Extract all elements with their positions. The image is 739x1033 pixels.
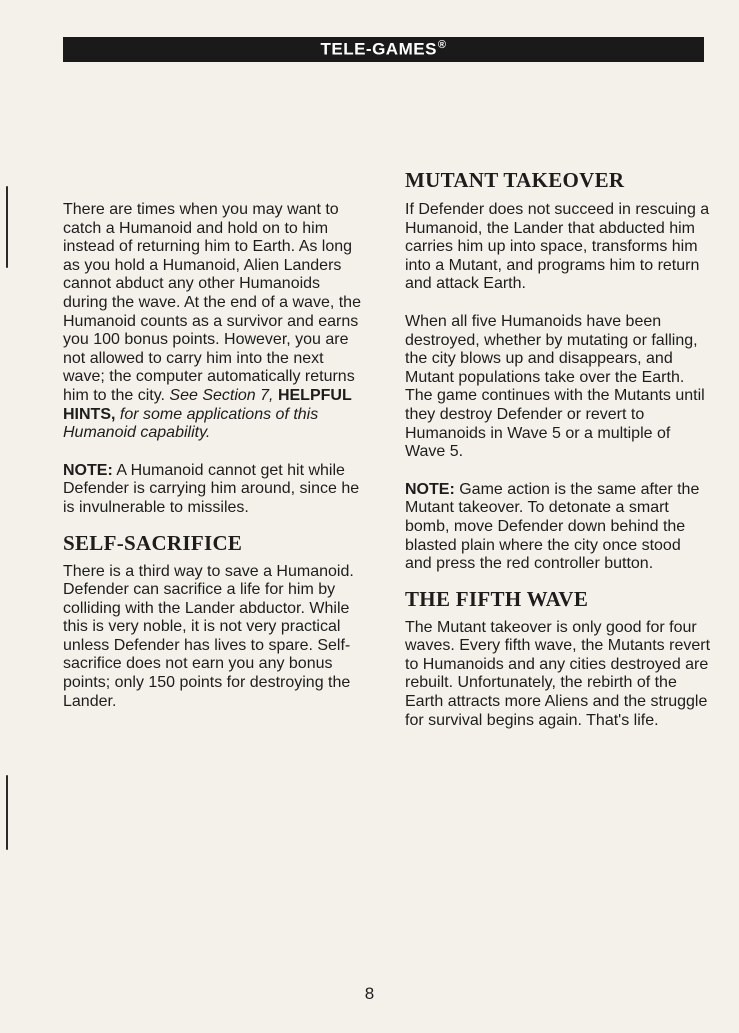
right-column bbox=[405, 168, 710, 730]
page-number: 8 bbox=[364, 984, 375, 1003]
note-paragraph-right bbox=[405, 481, 710, 574]
paragraph-self-sacrifice: There is a third way to save a Humanoid. Defender can sacrifice a life for him by colliding with the Lander abductor. While this is very noble, it is not very practical unless Defender has lives to spare. Self-sacrifice does not earn you any bonus points; only 150 points for destroying the Lander. bbox=[63, 562, 354, 710]
note-label: NOTE: bbox=[405, 480, 455, 498]
paragraph-fifth-wave: The Mutant takeover is only good for four waves. Every fifth wave, the Mutants revert to Humanoids and any cities destroyed are rebuilt. Unfortunately, the rebirth of the Earth attracts more Aliens and the struggle for survival begins again. That's life. bbox=[405, 618, 711, 729]
registered-mark: ® bbox=[437, 39, 447, 52]
left-column bbox=[63, 201, 368, 711]
see-section-ref: See Section 7, bbox=[169, 386, 274, 404]
section-title-mutant-takeover: MUTANT TAKEOVER bbox=[405, 168, 625, 192]
header-bar bbox=[63, 37, 704, 62]
paragraph-humanoids-destroyed: When all five Humanoids have been destroyed, whether by mutating or falling, the city blows up and disappears, and Mutant populations take over the Earth. The game continues with the Mutants until they destroy Defender or revert to Humanoids in Wave 5 or a multiple of Wave 5. bbox=[405, 312, 705, 461]
note-label: NOTE: bbox=[63, 461, 113, 479]
header-title bbox=[320, 39, 446, 60]
applications-text: for some applications of this Humanoid capability. bbox=[63, 405, 319, 442]
binder-mark-bottom bbox=[6, 775, 8, 850]
header-title-text: TELE-GAMES bbox=[320, 39, 437, 59]
note-text: A Humanoid cannot get hit while Defender is carrying him around, since he is invulnerable to missiles. bbox=[63, 461, 360, 516]
helpful-hints-ref: HELPFUL HINTS, bbox=[63, 386, 352, 423]
note-paragraph-left bbox=[63, 462, 368, 518]
section-title-fifth-wave: THE FIFTH WAVE bbox=[405, 586, 589, 611]
section-title-self-sacrifice: SELF-SACRIFICE bbox=[63, 530, 243, 555]
note-text: Game action is the same after the Mutant takeover. To detonate a smart bomb, move Defender down behind the blasted plain where the city once stood and press the red controller button. bbox=[405, 480, 700, 573]
binder-mark-top bbox=[6, 186, 8, 268]
paragraph-holding-humanoid bbox=[63, 201, 368, 443]
paragraph-text: There are times when you may want to catch a Humanoid and hold on to him instead of returning him to Earth. As long as you hold a Humanoid, Alien Landers cannot abduct any other Humanoids during the wave. At the end of a wave, the Humanoid counts as a survivor and earns you 100 bonus points. However, you are not allowed to carry him into the next wave; the computer automatically returns him to the city. bbox=[63, 201, 361, 404]
paragraph-mutant-intro: If Defender does not succeed in rescuing a Humanoid, the Lander that abducted him carries him up into space, transforms him into a Mutant, and programs him to return and attack Earth. bbox=[405, 201, 710, 293]
